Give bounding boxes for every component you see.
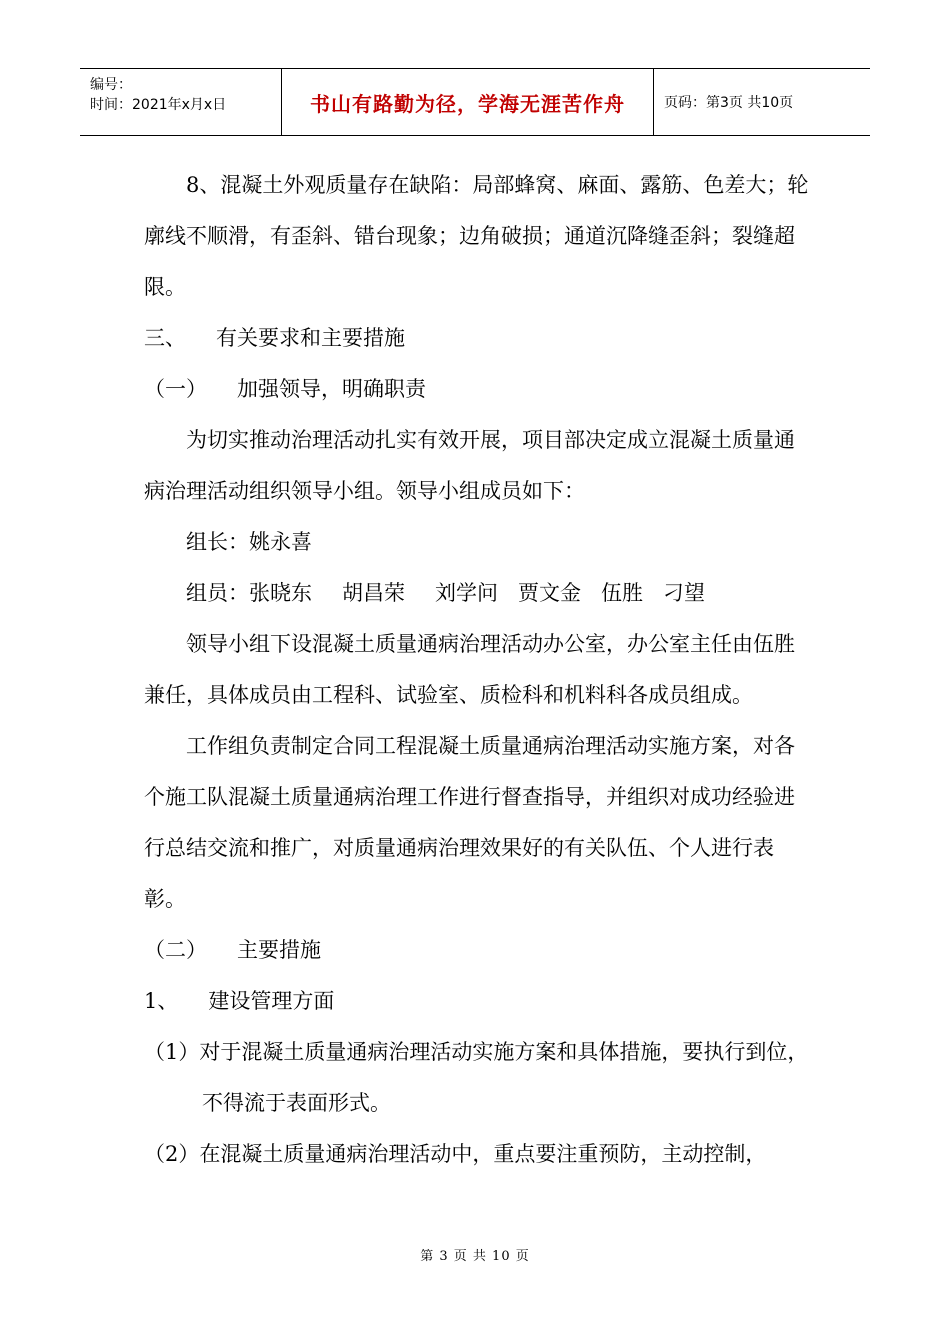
- group-leader: 组长：姚永喜: [186, 530, 312, 554]
- member-name: 胡昌荣: [342, 581, 405, 605]
- page-header: [80, 68, 870, 136]
- paragraph-leadership: 为切实推动治理活动扎实有效开展，项目部决定成立混凝土质量通病治理活动组织领导小组。领导小组成员如下：: [144, 428, 795, 503]
- subsection-title: 加强领导，明确职责: [237, 377, 426, 401]
- member-name: 张晓东: [249, 581, 312, 605]
- subsection-heading-2: [144, 925, 814, 976]
- header-motto: 书山有路勤为径，学海无涯苦作舟: [282, 69, 654, 135]
- header-page-info: 页码：第3页 共10页: [664, 95, 794, 111]
- item-heading-1: [144, 976, 814, 1027]
- section-heading-3: [144, 313, 814, 364]
- subsection-number: （一）: [144, 377, 207, 401]
- paragraph-office: 领导小组下设混凝土质量通病治理活动办公室，办公室主任由伍胜兼任，具体成员由工程科、试验室、质检科和机料科各成员组成。: [144, 632, 795, 707]
- member-name: 刘学问: [435, 581, 498, 605]
- document-body: [144, 160, 814, 1180]
- section-title: 有关要求和主要措施: [216, 326, 405, 350]
- measure-2: （2）在混凝土质量通病治理活动中，重点要注重预防，主动控制，: [144, 1142, 767, 1166]
- document-number-label: 编号：: [90, 77, 132, 93]
- subsection-heading-1: [144, 364, 814, 415]
- subsection-number: （二）: [144, 938, 207, 962]
- measure-1: （1）对于混凝土质量通病治理活动实施方案和具体措施，要执行到位，不得流于表面形式。: [144, 1040, 809, 1115]
- group-members: [144, 568, 814, 619]
- section-number: 三、: [144, 326, 186, 350]
- paragraph-defects: 8、混凝土外观质量存在缺陷：局部蜂窝、麻面、露筋、色差大；轮廓线不顺滑，有歪斜、错台现象；边角破损；通道沉降缝歪斜；裂缝超限。: [144, 173, 809, 299]
- item-title: 建设管理方面: [208, 989, 335, 1013]
- member-name: 贾文金: [518, 581, 581, 605]
- header-meta: [80, 69, 282, 135]
- document-time-label: 时间：2021年x月x日: [90, 97, 227, 113]
- member-name: 刁望: [663, 581, 705, 605]
- subsection-title: 主要措施: [237, 938, 321, 962]
- members-label: 组员：: [186, 581, 249, 605]
- paragraph-workgroup: 工作组负责制定合同工程混凝土质量通病治理活动实施方案，对各个施工队混凝土质量通病治理工作进行督查指导，并组织对成功经验进行总结交流和推广，对质量通病治理效果好的有关队伍、个人进行表彰。: [144, 734, 795, 911]
- item-number: 1、: [144, 989, 179, 1013]
- member-name: 伍胜: [601, 581, 643, 605]
- page-footer: 第 3 页 共 10 页: [420, 1249, 530, 1264]
